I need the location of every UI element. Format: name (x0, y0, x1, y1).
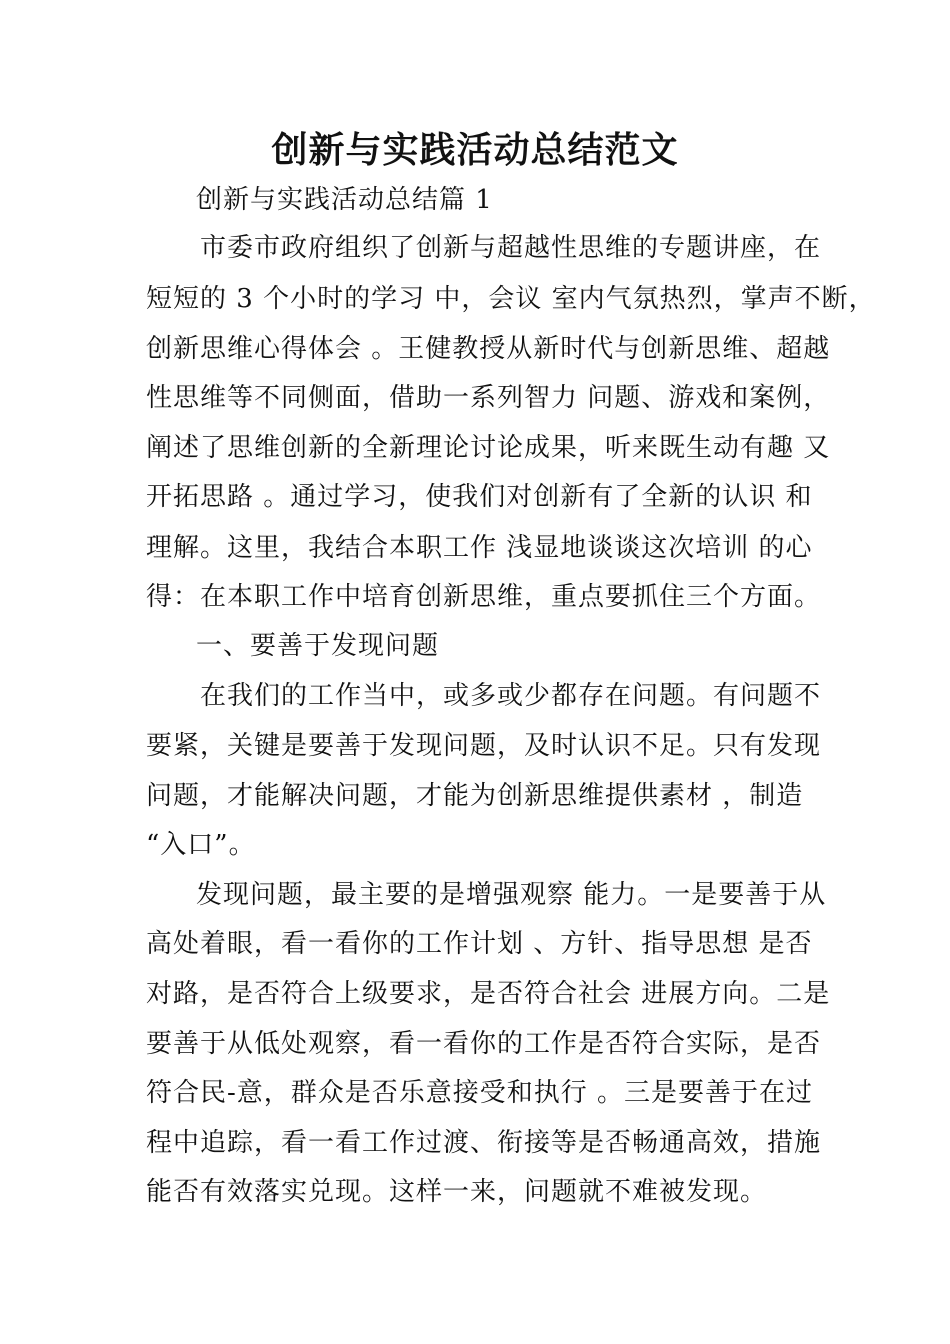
paragraph-line: 符合民-意，群众是否乐意接受和执行 。三是要善于在过 (146, 1078, 814, 1108)
paragraph-line: “入口”。 (146, 830, 256, 860)
paragraph-line: 能否有效落实兑现。这样一来，问题就不难被发现。 (146, 1177, 768, 1207)
paragraph-line: 在我们的工作当中，或多或少都存在问题。有问题不 (200, 681, 822, 711)
paragraph-line: 理解。这里，我结合本职工作 浅显地谈谈这次培训 的心 (146, 533, 813, 563)
paragraph-line: 短短的 3 个小时的学习 中，会议 室内气氛热烈，掌声不断， (146, 284, 876, 314)
paragraph-line: 要紧，关键是要善于发现问题，及时认识不足。只有发现 (146, 731, 822, 761)
subheading: 一、要善于发现问题 (196, 631, 440, 661)
paragraph-line: 市委市政府组织了创新与超越性思维的专题讲座，在 (200, 233, 822, 263)
paragraph-line: 程中追踪，看一看工作过渡、衔接等是否畅通高效，措施 (146, 1128, 822, 1158)
paragraph-line: 得：在本职工作中培育创新思维，重点要抓住三个方面。 (146, 582, 822, 612)
paragraph-line: 问题，才能解决问题，才能为创新思维提供素材 ，制造 (146, 781, 804, 811)
paragraph-line: 要善于从低处观察，看一看你的工作是否符合实际，是否 (146, 1029, 822, 1059)
paragraph-line: 开拓思路 。通过学习，使我们对创新有了全新的认识 和 (146, 482, 813, 512)
paragraph-line: 性思维等不同侧面，借助一系列智力 问题、游戏和案例， (146, 383, 831, 413)
section-heading: 创新与实践活动总结篇 1 (196, 185, 493, 215)
document-title: 创新与实践活动总结范文 (271, 129, 679, 171)
paragraph-line: 发现问题，最主要的是增强观察 能力。一是要善于从 (196, 880, 827, 910)
paragraph-line: 阐述了思维创新的全新理论讨论成果，听来既生动有趣 又 (146, 433, 831, 463)
paragraph-line: 对路，是否符合上级要求，是否符合社会 进展方向。二是 (146, 979, 831, 1009)
paragraph-line: 创新思维心得体会 。王健教授从新时代与创新思维、超越 (146, 334, 831, 364)
paragraph-line: 高处着眼，看一看你的工作计划 、方针、指导思想 是否 (146, 929, 813, 959)
